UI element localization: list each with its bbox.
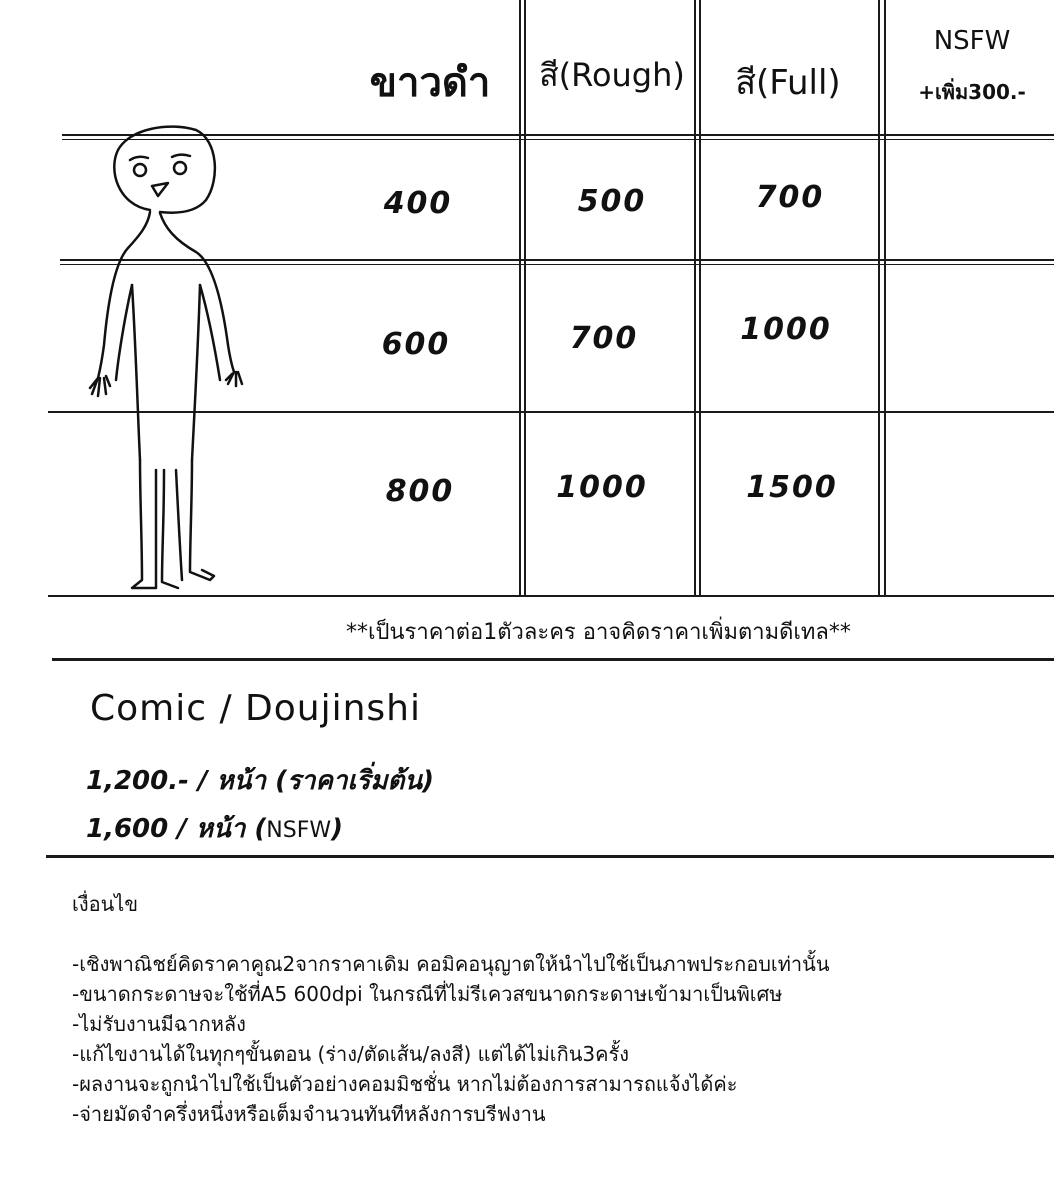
conditions-heading: เงื่อนไข <box>72 892 139 916</box>
section-divider-2 <box>46 855 1054 858</box>
header-nsfw: NSFW <box>933 26 1011 56</box>
comic-nsfw-label: NSFW <box>266 818 332 843</box>
price-row1-bw: 400 <box>383 186 453 221</box>
price-row3-bw: 800 <box>385 474 455 509</box>
section-divider-1 <box>52 658 1054 661</box>
price-row2-full: 1000 <box>740 312 832 347</box>
price-row1-full: 700 <box>755 180 825 215</box>
header-bw: ขาวดำ <box>369 60 491 106</box>
price-row2-rough: 700 <box>569 321 639 356</box>
condition-item: -จ่ายมัดจำครึ่งหนึ่งหรือเต็มจำนวนทันทีหลังการบรีฟงาน <box>72 1102 546 1126</box>
condition-item: -ไม่รับงานมีฉากหลัง <box>72 1012 246 1036</box>
header-color-full: สี(Full) <box>735 63 841 103</box>
comic-price-line: 1,200.- / หน้า (ราคาเริ่มต้น) <box>86 766 435 796</box>
header-color-rough: สี(Rough) <box>539 56 685 94</box>
price-row1-rough: 500 <box>577 184 647 219</box>
condition-item: -ผลงานจะถูกนำไปใช้เป็นตัวอย่างคอมมิชชั่น หากไม่ต้องการสามารถแจ้งได้ค่ะ <box>72 1072 738 1096</box>
price-row3-full: 1500 <box>746 470 838 505</box>
header-nsfw-extra: +เพิ่ม300.- <box>918 80 1026 104</box>
price-row2-bw: 600 <box>381 327 451 362</box>
comic-nsfw-price-suffix: ) <box>331 814 344 844</box>
condition-item: -เชิงพาณิชย์คิดราคาคูณ2จากราคาเดิม คอมิคอนุญาตให้นำไปใช้เป็นภาพประกอบเท่านั้น <box>72 952 830 976</box>
price-row3-rough: 1000 <box>556 470 648 505</box>
comic-nsfw-price-line <box>86 808 343 849</box>
comic-title: Comic / Doujinshi <box>90 688 421 729</box>
comic-nsfw-price-prefix: 1,600 / หน้า ( <box>86 814 267 844</box>
condition-item: -แก้ไขงานได้ในทุกๆขั้นตอน (ร่าง/ตัดเส้น/ลงสี) แต่ได้ไม่เกิน3ครั้ง <box>72 1042 630 1066</box>
condition-item: -ขนาดกระดาษจะใช้ที่A5 600dpi ในกรณีที่ไม่รีเควสขนาดกระดาษเข้ามาเป็นพิเศษ <box>72 982 783 1006</box>
per-character-note: **เป็นราคาต่อ1ตัวละคร อาจคิดราคาเพิ่มตามดีเทล** <box>346 620 851 645</box>
